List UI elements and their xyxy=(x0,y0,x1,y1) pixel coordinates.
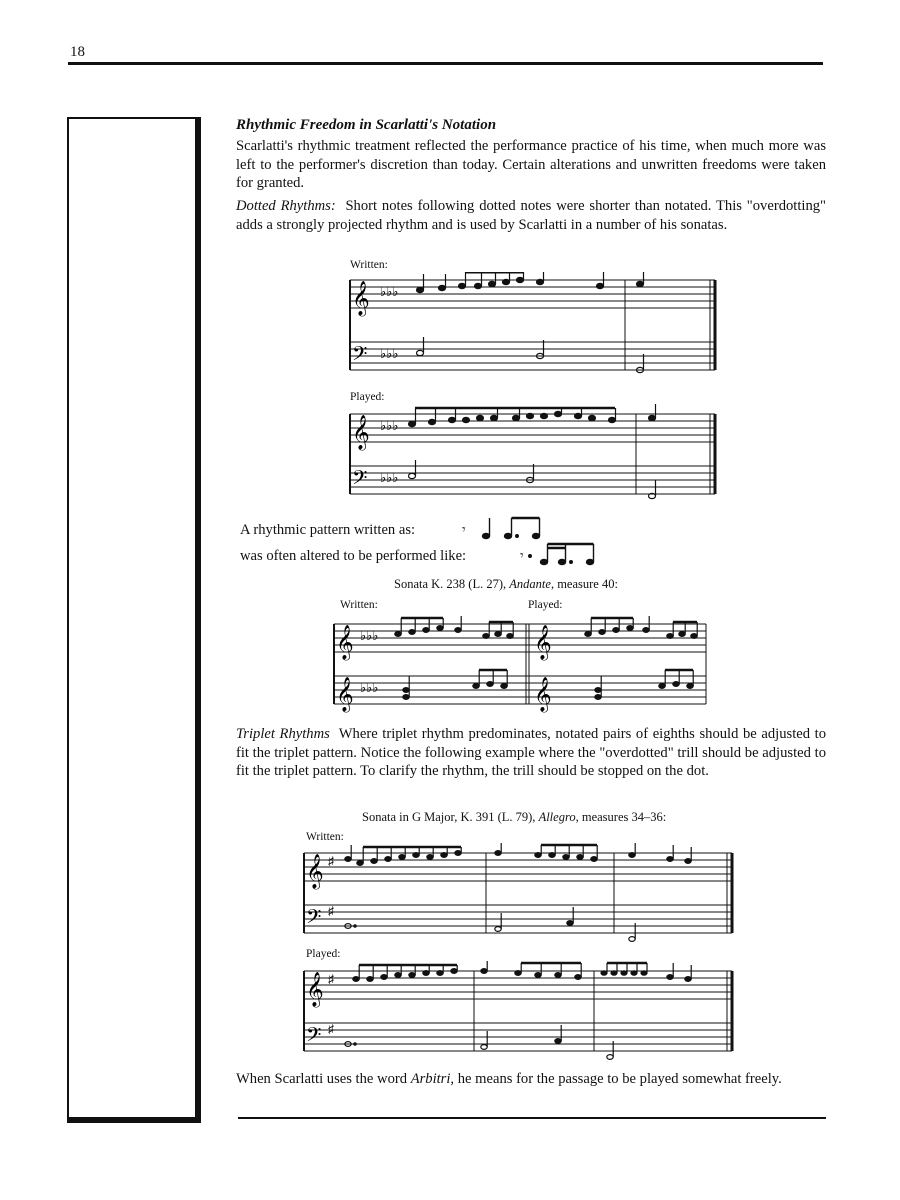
ex3-caption xyxy=(362,810,666,825)
svg-text:𝄞: 𝄞 xyxy=(336,625,354,660)
svg-text:♭♭♭: ♭♭♭ xyxy=(360,628,379,643)
pattern-played-rhythm xyxy=(518,538,608,568)
svg-text:♯: ♯ xyxy=(328,854,334,868)
triplet-paragraph xyxy=(236,725,826,781)
svg-text:𝄢: 𝄢 xyxy=(306,905,322,933)
bottom-rule xyxy=(238,1117,826,1119)
svg-text:♭♭♭: ♭♭♭ xyxy=(380,470,399,485)
ex2-caption-prefix: Sonata K. 238 (L. 27), xyxy=(394,577,507,591)
ex1-played-score xyxy=(340,404,720,504)
ex1-played-label: Played: xyxy=(350,391,385,403)
sidebar-box xyxy=(67,117,201,1123)
svg-text:𝄞: 𝄞 xyxy=(352,281,370,316)
top-rule xyxy=(68,62,823,65)
svg-text:𝄢: 𝄢 xyxy=(352,466,368,494)
svg-text:𝄾: 𝄾 xyxy=(520,549,524,564)
ex3-played-score xyxy=(298,961,738,1061)
svg-text:♯: ♯ xyxy=(328,972,334,986)
arbitri-paragraph xyxy=(236,1070,826,1089)
arbitri-word: Arbitri xyxy=(410,1071,451,1087)
svg-text:𝄞: 𝄞 xyxy=(534,677,552,712)
pattern-line-1: A rhythmic pattern written as: xyxy=(240,522,416,538)
ex2-caption-suffix: , measure 40: xyxy=(550,577,618,591)
ex3-caption-suffix: , measures 34–36: xyxy=(575,810,667,824)
svg-text:𝄞: 𝄞 xyxy=(306,972,324,1007)
ex2-score xyxy=(326,614,711,714)
svg-text:𝄞: 𝄞 xyxy=(336,677,354,712)
svg-text:𝄞: 𝄞 xyxy=(306,854,324,889)
arbitri-prefix: When Scarlatti uses the word xyxy=(236,1071,408,1087)
triplet-title: Triplet Rhythms xyxy=(236,726,330,742)
svg-text:𝄾: 𝄾 xyxy=(462,523,466,538)
svg-text:𝄢: 𝄢 xyxy=(306,1023,322,1051)
ex2-caption xyxy=(394,577,618,592)
pattern-line-2: was often altered to be performed like: xyxy=(240,548,467,564)
triplet-text: Where triplet rhythm predominates, notated pairs of eighths should be adjusted to fit the triplet pattern. Notice the following example where the "overdotted" trill should be adjusted to fit the triplet pattern. To clarify the rhythm, the trill should be stopped on the dot. xyxy=(236,726,826,779)
svg-text:♭♭♭: ♭♭♭ xyxy=(360,680,379,695)
svg-text:♯: ♯ xyxy=(328,904,334,918)
dotted-title: Dotted Rhythms: xyxy=(236,198,336,214)
ex1-written-label: Written: xyxy=(350,259,388,271)
ex3-caption-prefix: Sonata in G Major, K. 391 (L. 79), xyxy=(362,810,536,824)
svg-text:♭♭♭: ♭♭♭ xyxy=(380,284,399,299)
ex2-caption-tempo: Andante xyxy=(509,577,551,591)
svg-text:♯: ♯ xyxy=(328,1022,334,1036)
svg-text:𝄞: 𝄞 xyxy=(534,625,552,660)
page-number: 18 xyxy=(70,44,85,60)
arbitri-suffix: , he means for the passage to be played somewhat freely. xyxy=(450,1071,782,1087)
svg-text:♭♭♭: ♭♭♭ xyxy=(380,418,399,433)
ex3-caption-tempo: Allegro xyxy=(538,810,576,824)
intro-paragraph: Scarlatti's rhythmic treatment reflected the performance practice of his time, when much more was left to the performer's discretion than today. Certain alterations and unwritten freedoms were taken for granted. xyxy=(236,138,826,191)
ex3-written-score xyxy=(298,843,738,943)
ex3-written-label: Written: xyxy=(306,831,344,843)
ex3-played-label: Played: xyxy=(306,948,341,960)
dotted-paragraph xyxy=(236,197,826,234)
svg-text:♭♭♭: ♭♭♭ xyxy=(380,346,399,361)
svg-text:𝄢: 𝄢 xyxy=(352,342,368,370)
dotted-text: Short notes following dotted notes were shorter than notated. This "overdotting" adds a strongly projected rhythm and is used by Scarlatti in a number of his sonatas. xyxy=(236,198,826,233)
section-heading: Rhythmic Freedom in Scarlatti's Notation xyxy=(236,117,497,133)
ex1-written-score xyxy=(340,272,720,387)
svg-text:𝄞: 𝄞 xyxy=(352,415,370,450)
ex2-written-label: Written: xyxy=(340,599,378,611)
ex2-played-label: Played: xyxy=(528,599,563,611)
